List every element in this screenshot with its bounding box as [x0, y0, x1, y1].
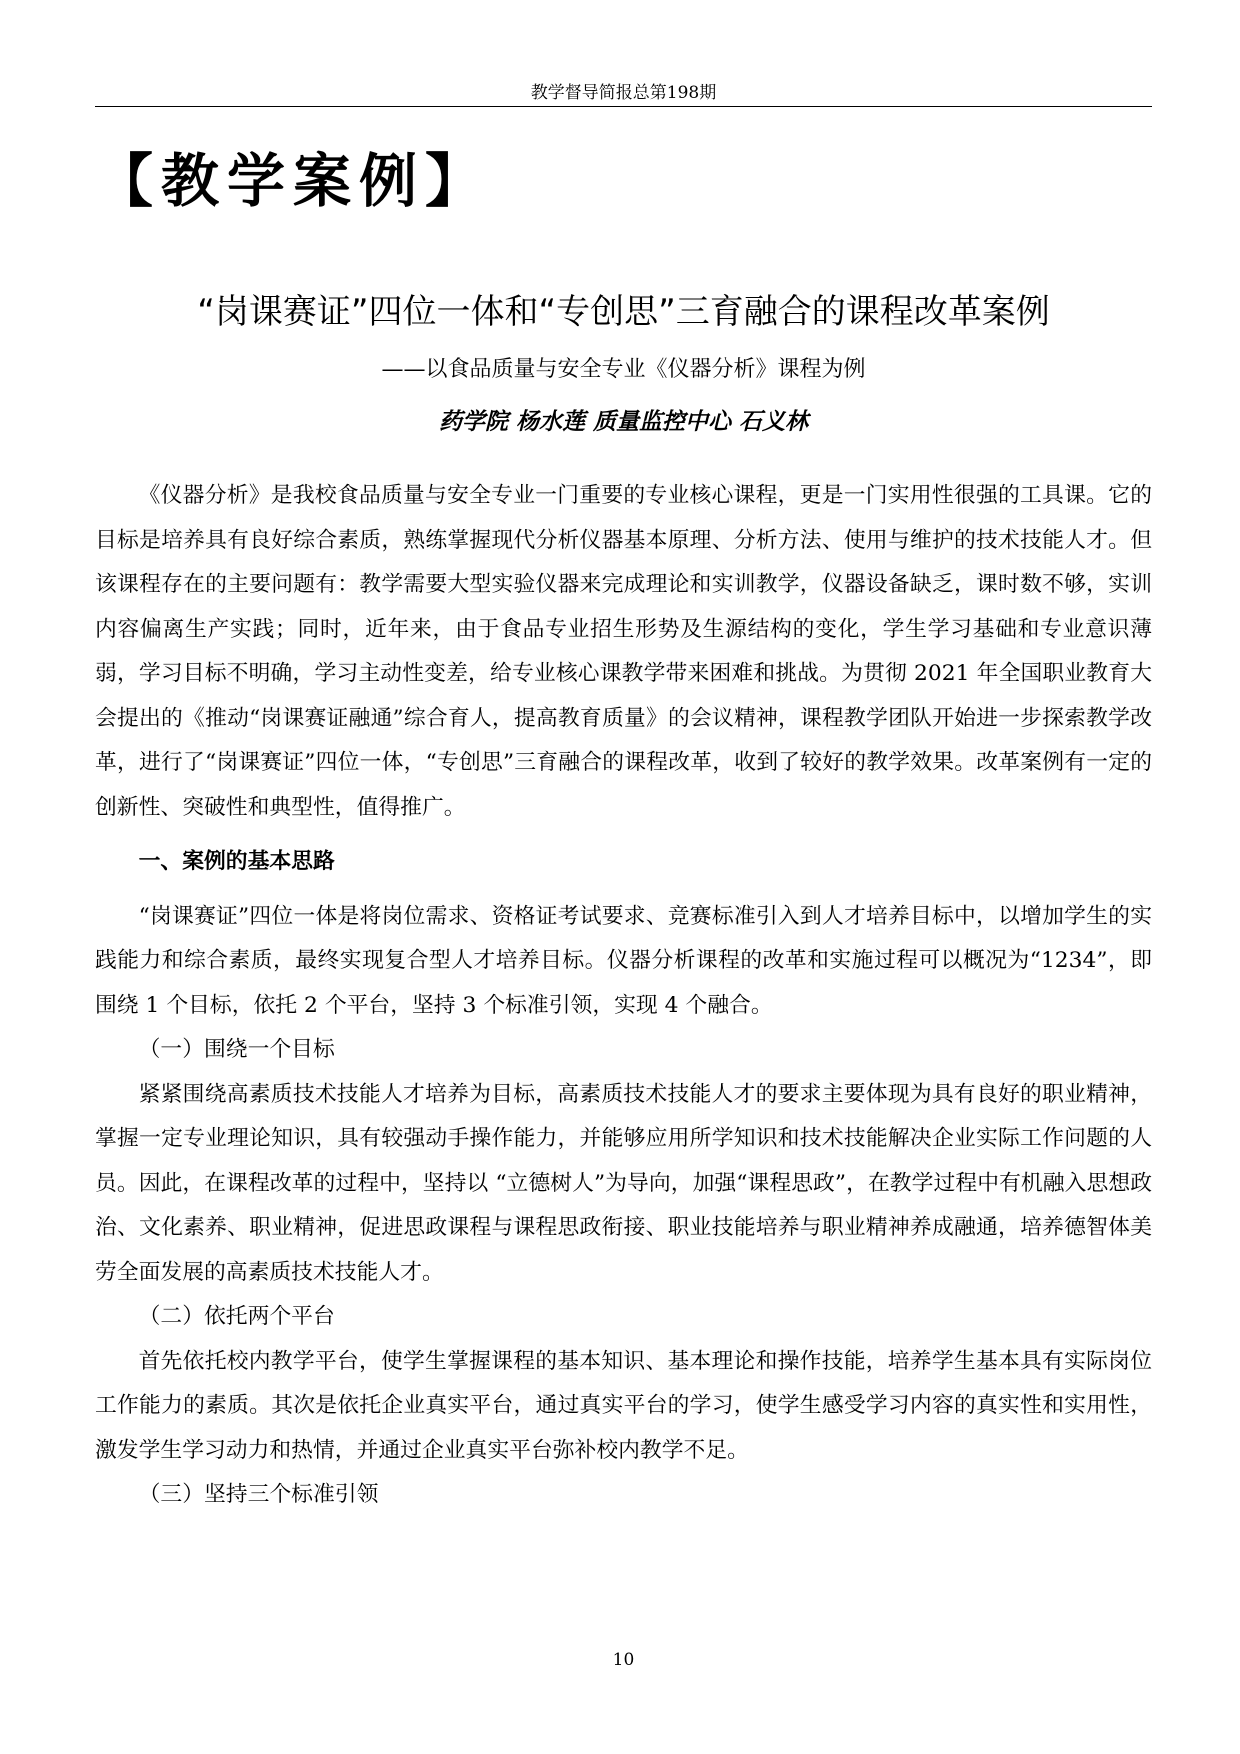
paragraph-one-goal: 紧紧围绕高素质技术技能人才培养为目标，高素质技术技能人才的要求主要体现为具有良好的职业精神，掌握一定专业理论知识，具有较强动手操作能力，并能够应用所学知识和技术技能解决企业实际工作问题的人员。因此，在课程改革的过程中，坚持以 “立德树人”为导向，加强“课程思政”，在教学过程中有机融入思想政治、文化素养、职业精神，促进思政课程与课程思政衔接、职业技能培养与职业精神养成融通，培养德智体美劳全面发展的高素质技术技能人才。: [95, 1081, 1152, 1285]
article-title: “岗课赛证”四位一体和“专创思”三育融合的课程改革案例: [197, 292, 1050, 332]
page-header: 教学督导简报总第198期: [530, 83, 717, 103]
article-body: [95, 474, 1152, 1518]
heading-basic-idea: 一、案例的基本思路: [138, 849, 335, 874]
heading-three-standards: （三）坚持三个标准引领: [138, 1482, 379, 1507]
article-authors: 药学院 杨水莲 质量监控中心 石义林: [438, 408, 809, 435]
heading-one-goal: （一）围绕一个目标: [138, 1037, 335, 1062]
paragraph-intro: 《仪器分析》是我校食品质量与安全专业一门重要的专业核心课程，更是一门实用性很强的工具课。它的目标是培养具有良好综合素质，熟练掌握现代分析仪器基本原理、分析方法、使用与维护的技术技能人才。但该课程存在的主要问题有：教学需要大型实验仪器来完成理论和实训教学，仪器设备缺乏，课时数不够，实训内容偏离生产实践；同时，近年来，由于食品专业招生形势及生源结构的变化，学生学习基础和专业意识薄弱，学习目标不明确，学习主动性变差，给专业核心课教学带来困难和挑战。为贯彻 2021 年全国职业教育大会提出的《推动“岗课赛证融通”综合育人，提高教育质量》的会议精神，课程教学团队开始进一步探索教学改革，进行了“岗课赛证”四位一体，“专创思”三育融合的课程改革，收到了较好的教学效果。改革案例有一定的创新性、突破性和典型性，值得推广。: [95, 483, 1152, 820]
page-number: 10: [612, 1650, 635, 1670]
heading-two-platforms: （二）依托两个平台: [138, 1304, 335, 1329]
paragraph-basic-idea: “岗课赛证”四位一体是将岗位需求、资格证考试要求、竞赛标准引入到人才培养目标中，以增加学生的实践能力和综合素质，最终实现复合型人才培养目标。仪器分析课程的改革和实施过程可以概况为“1234”，即围绕 1 个目标，依托 2 个平台，坚持 3 个标准引领，实现 4 个融合。: [95, 903, 1152, 1018]
paragraph-two-platforms: 首先依托校内教学平台，使学生掌握课程的基本知识、基本理论和操作技能，培养学生基本具有实际岗位工作能力的素质。其次是依托企业真实平台，通过真实平台的学习，使学生感受学习内容的真实性和实用性，激发学生学习动力和热情，并通过企业真实平台弥补校内教学不足。: [95, 1348, 1152, 1463]
section-title: 【教学案例】: [95, 147, 492, 215]
article-subtitle: ——以食品质量与安全专业《仪器分析》课程为例: [381, 357, 866, 382]
header-rule: [95, 106, 1152, 107]
